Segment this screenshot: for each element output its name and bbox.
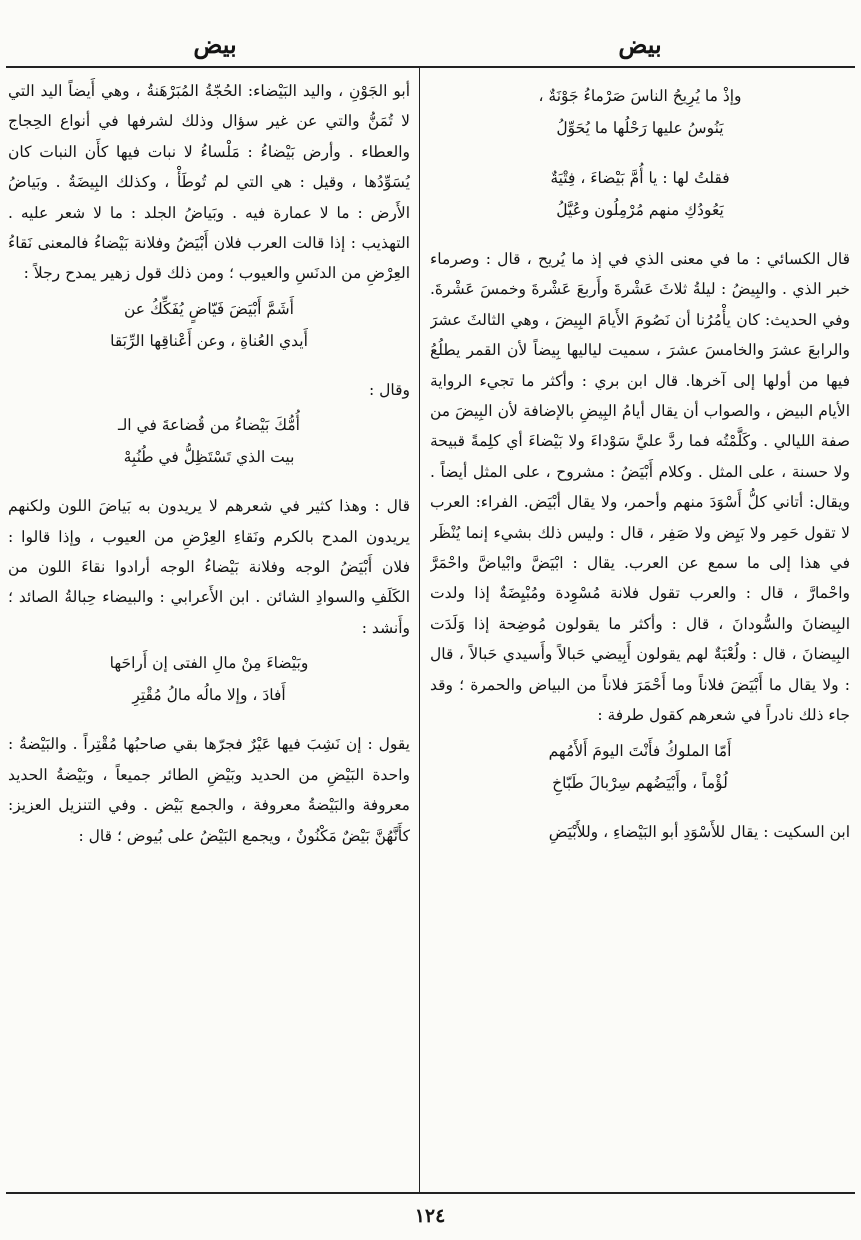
bottom-rule [6, 1192, 855, 1194]
verse [430, 80, 850, 144]
top-rule [6, 66, 855, 68]
paragraph: ابن السكيت : يقال للأَسْوَدِ أبو البَيْضاءِ ، وللأَبْيَضِ [548, 822, 850, 841]
paragraph: قال : وهذا كثير في شعرهم لا يريدون به بَياضَ اللون ولكنهم يريدون المدح بالكرم ونَقاءِ العِرْضِ من العيوب ، وإذا قالوا : فلان أَبْيَضُ الوجه وفلانة بَيْضاءُ الوجه أرادوا نقاءَ اللون من الكَلَفِ والسوادِ الشائن . ابن الأَعرابي : والبيضاء حِبالةُ الصائد ؛ وأَنشد : [8, 497, 410, 637]
verse-line: أَشَمَّ أَبْيَضَ فَيّاضٍ يُفَكِّكُ عن [124, 299, 294, 318]
verse-line: بيت الذي تَسْتَظِلُّ في طُنُبِهْ [123, 448, 295, 467]
column-divider [419, 66, 420, 1192]
header-word-left: بيض [193, 30, 237, 59]
verse [430, 162, 850, 226]
paragraph: قال الكسائي : ما في معنى الذي في إذ ما يُريح ، قال : وصرماء خبر الذي . والبِيضُ : ليلةُ ثلاثَ عَشْرةَ وأَربعَ عَشْرةَ وخمسَ عَشْرةَ. وفي الحديث: كان يأْمُرُنا أن نَصُومَ الأَيامَ البِيضَ ، وهي الثالثَ عشرَ والرابعَ عشرَ والخامسَ عشرَ ، سميت لياليها بِيضاً لأن القمر يطلُعُ فيها من أولها إلى آخرها. قال ابن بري : وأكثر ما تجيء الرواية الأيام البيض ، والصواب أن يقال أيامُ البِيضِ بالإضافة لأن البِيضَ من صفة الليالي . وكَلَّمْتُه فما ردَّ عليَّ سَوْداءَ ولا بَيْضاءَ أي كلِمةً قبيحة ولا حسنة ، على المثل . وكلام أَبْيَضُ : مشروح ، على المثل أيضاً . ويقال: أتاني كلُّ أَسْوَدَ منهم وأحمر، ولا يقال أبْيَض. الفراء: العرب لا تقول حَمِر ولا بَيِض ولا صَفِر ، قال : وليس ذلك بشيء إنما يُنْظَر في هذا إلى ما سمع عن العرب. يقال : ابْيَضَّ وابْياضَّ واحْمَرَّ واحْمارَّ ، قال : والعرب تقول فلانة مُسْوِدة ومُبْيِضَةٌ إذا ولدت البِيضانَ والسُّودانَ ، قال : وأكثر ما يقولون مُوضِحة إذا وَلَدَت البِيضانَ ، قال : ولُعْبَةٌ لهم يقولون أَبِيضي حَبالاً وأَسيدي حَبالاً ، قال : ولا يقال ما أَبْيَضَ فلاناً وما أَحْمَرَ فلاناً من البياض والحمرة ؛ وقد جاء ذلك نادراً في شعرهم كقول طرفة : [430, 250, 850, 725]
verse [430, 735, 850, 799]
verse-line: أَمّا الملوكُ فأَنْتَ اليومَ أَلأَمُهم [548, 741, 732, 760]
verse-line: أَيدي العُناةِ ، وعن أَعْناقِها الرِّبَقا [110, 331, 308, 350]
paragraph: يقول : إن نَشِبَ فيها عَيْرٌ فجرّها بقي صاحبُها مُقْتِراً . والبَيْضةُ : واحدة البَيْضِ من الحديد وبَيْضِ الطائر جميعاً ، وبَيْضةُ الحديد معروفة والبَيْضةُ معروفة ، والجمع بَيْض . وفي التنزيل العزيز: كأَنَّهُنَّ بَيْضٌ مَكْنُونٌ ، ويجمع البَيْضُ على بُيوض ؛ قال : [8, 735, 410, 845]
verse-line: وإذْ ما يُرِيحُ الناسَ صَرْماءُ جَوْنَةٌ ، [538, 87, 742, 105]
paragraph: وقال : [368, 380, 410, 399]
verse-line: أُمُّكَ بَيْضاءُ من قُضاعةَ في الـ [118, 416, 300, 435]
verse [8, 647, 410, 711]
verse-line: يَنُوسُ عليها رَحْلُها ما يُحَوِّلُ [556, 119, 724, 137]
verse [8, 409, 410, 473]
verse-line: لُؤْماً ، وأَبْيَضُهم سِرْبالَ طَبّاخِ [552, 773, 728, 792]
header-word-right: بيض [618, 30, 662, 59]
paragraph: أبو الجَوْنِ ، واليد البَيْضاء: الحُجّةُ المُبَرْهَنةُ ، وهي أَيضاً اليد التي لا تُمَنُّ والتي عن غير سؤال وذلك لشرفها في أنواع الحِجاج والعطاء . وأرض بَيْضاءُ : مَلْساءُ لا نبات فيها كأَن النبات كان يُسَوِّدُها ، وقيل : هي التي لم تُوطَأْ ، وكذلك البِيضَةُ . وبَياضُ الأَرض : ما لا عمارة فيه . وبَياضُ الجلد : ما لا شعر عليه . التهذيب : إذا قالت العرب فلان أَبْيَضُ وفلانة بَيْضاءُ فالمعنى نَقاءُ العِرْضِ من الدنَسِ والعيوب ؛ ومن ذلك قول زهير يمدح رجلاً : [8, 82, 410, 283]
verse [8, 293, 410, 357]
verse-line: فقلتُ لها : يا أُمَّ بَيْضاءَ ، فِتْيَةٌ [550, 169, 730, 187]
left-column [8, 76, 410, 1188]
verse-line: أَفادَ ، وإلا مالُه مالُ مُقْتِرِ [132, 686, 286, 705]
right-column [430, 76, 850, 1188]
page-number: ١٢٤ [414, 1205, 446, 1227]
verse-line: وبَيْضاءَ مِنْ مالِ الفتى إن أَراحَها [109, 654, 309, 673]
verse-line: يَعُودُكِ منهم مُرْمِلُون وعُيَّلُ [556, 201, 724, 219]
